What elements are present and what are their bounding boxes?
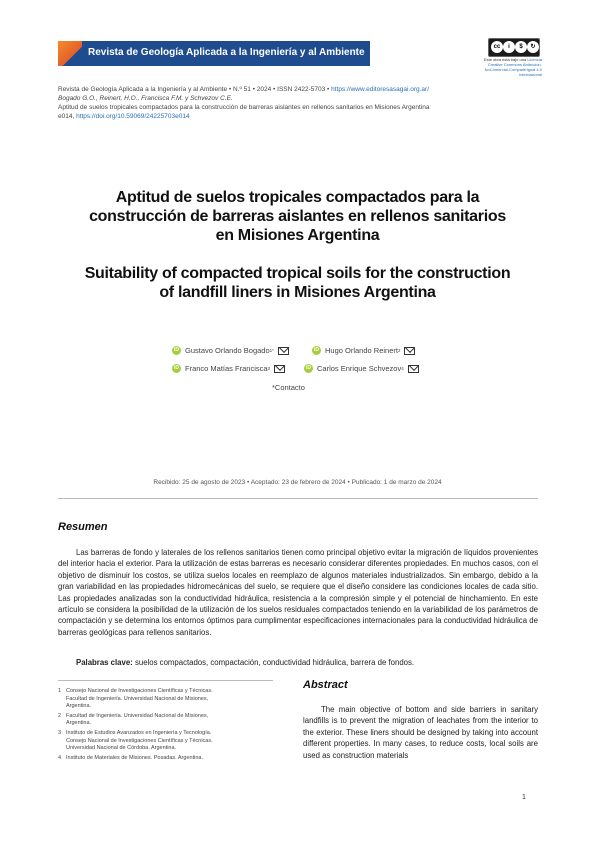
author-3 [172,364,285,373]
footnote-line: Instituto de Estudios Avanzados en Ingeniería y Tecnología. [66,729,212,736]
envelope-icon[interactable] [408,365,419,373]
cc-license-badge[interactable] [488,38,540,57]
footnote-line: Argentina. [66,703,92,710]
footnote-line: Facultad de Ingeniería. Universidad Nacional de Misiones, [66,695,209,702]
footnote-line: Universidad Nacional de Córdoba. Argentina. [66,745,177,752]
footnote [58,688,273,711]
footnote-number: 1 [58,688,62,694]
author-affil: 2 [397,348,401,353]
english-title-line: of landfill liners in Misiones Argentina [159,284,436,301]
footnote-line: Instituto de Materiales de Misiones. Posadas. Argentina. [66,754,203,761]
envelope-icon[interactable] [278,347,289,355]
spanish-title [40,188,555,245]
author-name: Franco Matías Francisca [185,364,268,373]
doi-link[interactable]: https://doi.org/10.59069/24225703e014 [76,113,190,120]
envelope-icon[interactable] [274,365,285,373]
abstract-body [303,704,538,784]
author-4 [304,364,419,373]
author-affil: 4 [401,366,404,371]
english-title [40,264,555,302]
orcid-icon[interactable]: iD [174,347,179,353]
author-affil: 3 [267,366,271,371]
keywords [76,657,538,668]
journal-title: Revista de Geología Aplicada a la Ingeniería y al Ambiente [88,47,365,58]
author-2 [312,346,415,355]
envelope-icon[interactable] [404,347,415,355]
footnote [58,755,273,763]
footnote-line: Facultad de Ingeniería. Universidad Nacional de Misiones, [66,712,209,719]
citation-text: Revista de Geología Aplicada a la Ingeniería y al Ambiente • N.º 51 • 2024 • ISSN 2422-5703 • [58,86,332,93]
author-name: Hugo Orlando Reinert [325,346,398,355]
doi-prefix: e014, [58,113,77,120]
footnote-number: 2 [58,712,62,719]
abstract-text: The main objective of bottom and side barriers in sanitary landfills is to prevent the migration of leachates from the interior to the exterior. These liners should be designed by taking into account different properties. In many cases, to reduce costs, local soils are used as construction materials [303,705,538,760]
citation-line [58,86,429,93]
author-name: Gustavo Orlando Bogado [185,346,270,355]
author-affil: 1* [269,348,274,353]
footnote-line: Consejo Nacional de Investigaciones Científicas y Técnicas. [66,737,213,744]
contact-note: *Contacto [272,383,305,392]
authors-short [58,95,233,102]
resumen-text: Las barreras de fondo y laterales de los rellenos sanitarios tienen como principal objetivo evitar la migración de líquidos provenientes del interior hacia el exterior. Para la utilización de estas barreras es necesario considerar diferentes propiedades. En muchos casos, con el objetivo de disminuir los costos, se utiliza suelos locales en reemplazo de algunos materiales industrializados. Sin embargo, debido a la gran variabilidad en las propiedades hidromecánicas del suelo, se requiere que el diseño considere las condiciones locales de cada sitio. Las propiedades analizadas son la conductividad hidráulica, resistencia a la compresión simple y el potencial de hinchamiento. En este artículo se considera la posibilidad de la utilización de los suelos residuales compactados teniendo en la variabilidad de los parámetros de compactación y se determina los entornos óptimos para cumplimentar especificaciones internacionales para la conductividad hidráulica de barreras geológicas para rellenos sanitarios. [58,548,538,637]
keywords-label: Palabras clave: [76,658,133,667]
resumen-heading: Resumen [58,521,108,533]
english-title-line: Suitability of compacted tropical soils for the construction [84,265,511,282]
footnote-line: Argentina. [66,720,92,727]
footnote [58,730,273,753]
author-1 [172,346,289,355]
nc-icon: $ [515,41,527,53]
spanish-title-line: construcción de barreras aislantes en rellenos sanitarios [89,208,506,225]
page-number: 1 [522,794,526,801]
by-icon: i [503,41,515,53]
abstract-heading: Abstract [303,679,348,691]
footnote-divider [58,680,273,681]
footnotes [58,688,273,764]
footnote-number: 3 [58,729,62,736]
publication-dates: Recibido: 25 de agosto de 2023 • Aceptado: 23 de febrero de 2024 • Publicado: 1 de marzo de 2024 [153,479,442,486]
orcid-icon[interactable]: iD [174,365,179,371]
license-link[interactable]: Licencia Creative Commons Atribución-NoComercial-CompartirIgual 4.0 Internacional [484,57,542,77]
keywords-text: suelos compactados, compactación, conductividad hidráulica, barrera de fondos. [132,658,415,667]
journal-logo-icon [58,41,82,66]
authors-short-text: Bogado G.O., Reinert, H.O., Francisca F.M. y Schvezov C.E. [58,95,233,102]
citation-link[interactable]: https://www.editoresasagai.org.ar/ [331,86,430,93]
orcid-icon[interactable]: iD [306,365,311,371]
doi-line [58,113,190,120]
footnote-number: 4 [58,754,62,761]
spanish-title-line: en Misiones Argentina [215,227,380,244]
author-name: Carlos Enrique Schvezov [317,364,402,373]
cc-icon: cc [491,41,503,53]
spanish-title-line: Aptitud de suelos tropicales compactados para la [115,189,480,206]
footnote-line: Consejo Nacional de Investigaciones Científicas y Técnicas. [66,688,213,694]
title-line: Aptitud de suelos tropicales compactados para la construcción de barreras aislantes en rellenos sanitarios en Misiones Argentina [58,104,430,111]
resumen-body [58,547,538,638]
divider [58,498,538,499]
footnote [58,713,273,728]
journal-banner [58,41,370,66]
license-note [470,57,542,77]
license-text: Este obra está bajo una [483,57,527,62]
sa-icon: ↻ [527,41,539,53]
orcid-icon[interactable]: iD [314,347,319,353]
